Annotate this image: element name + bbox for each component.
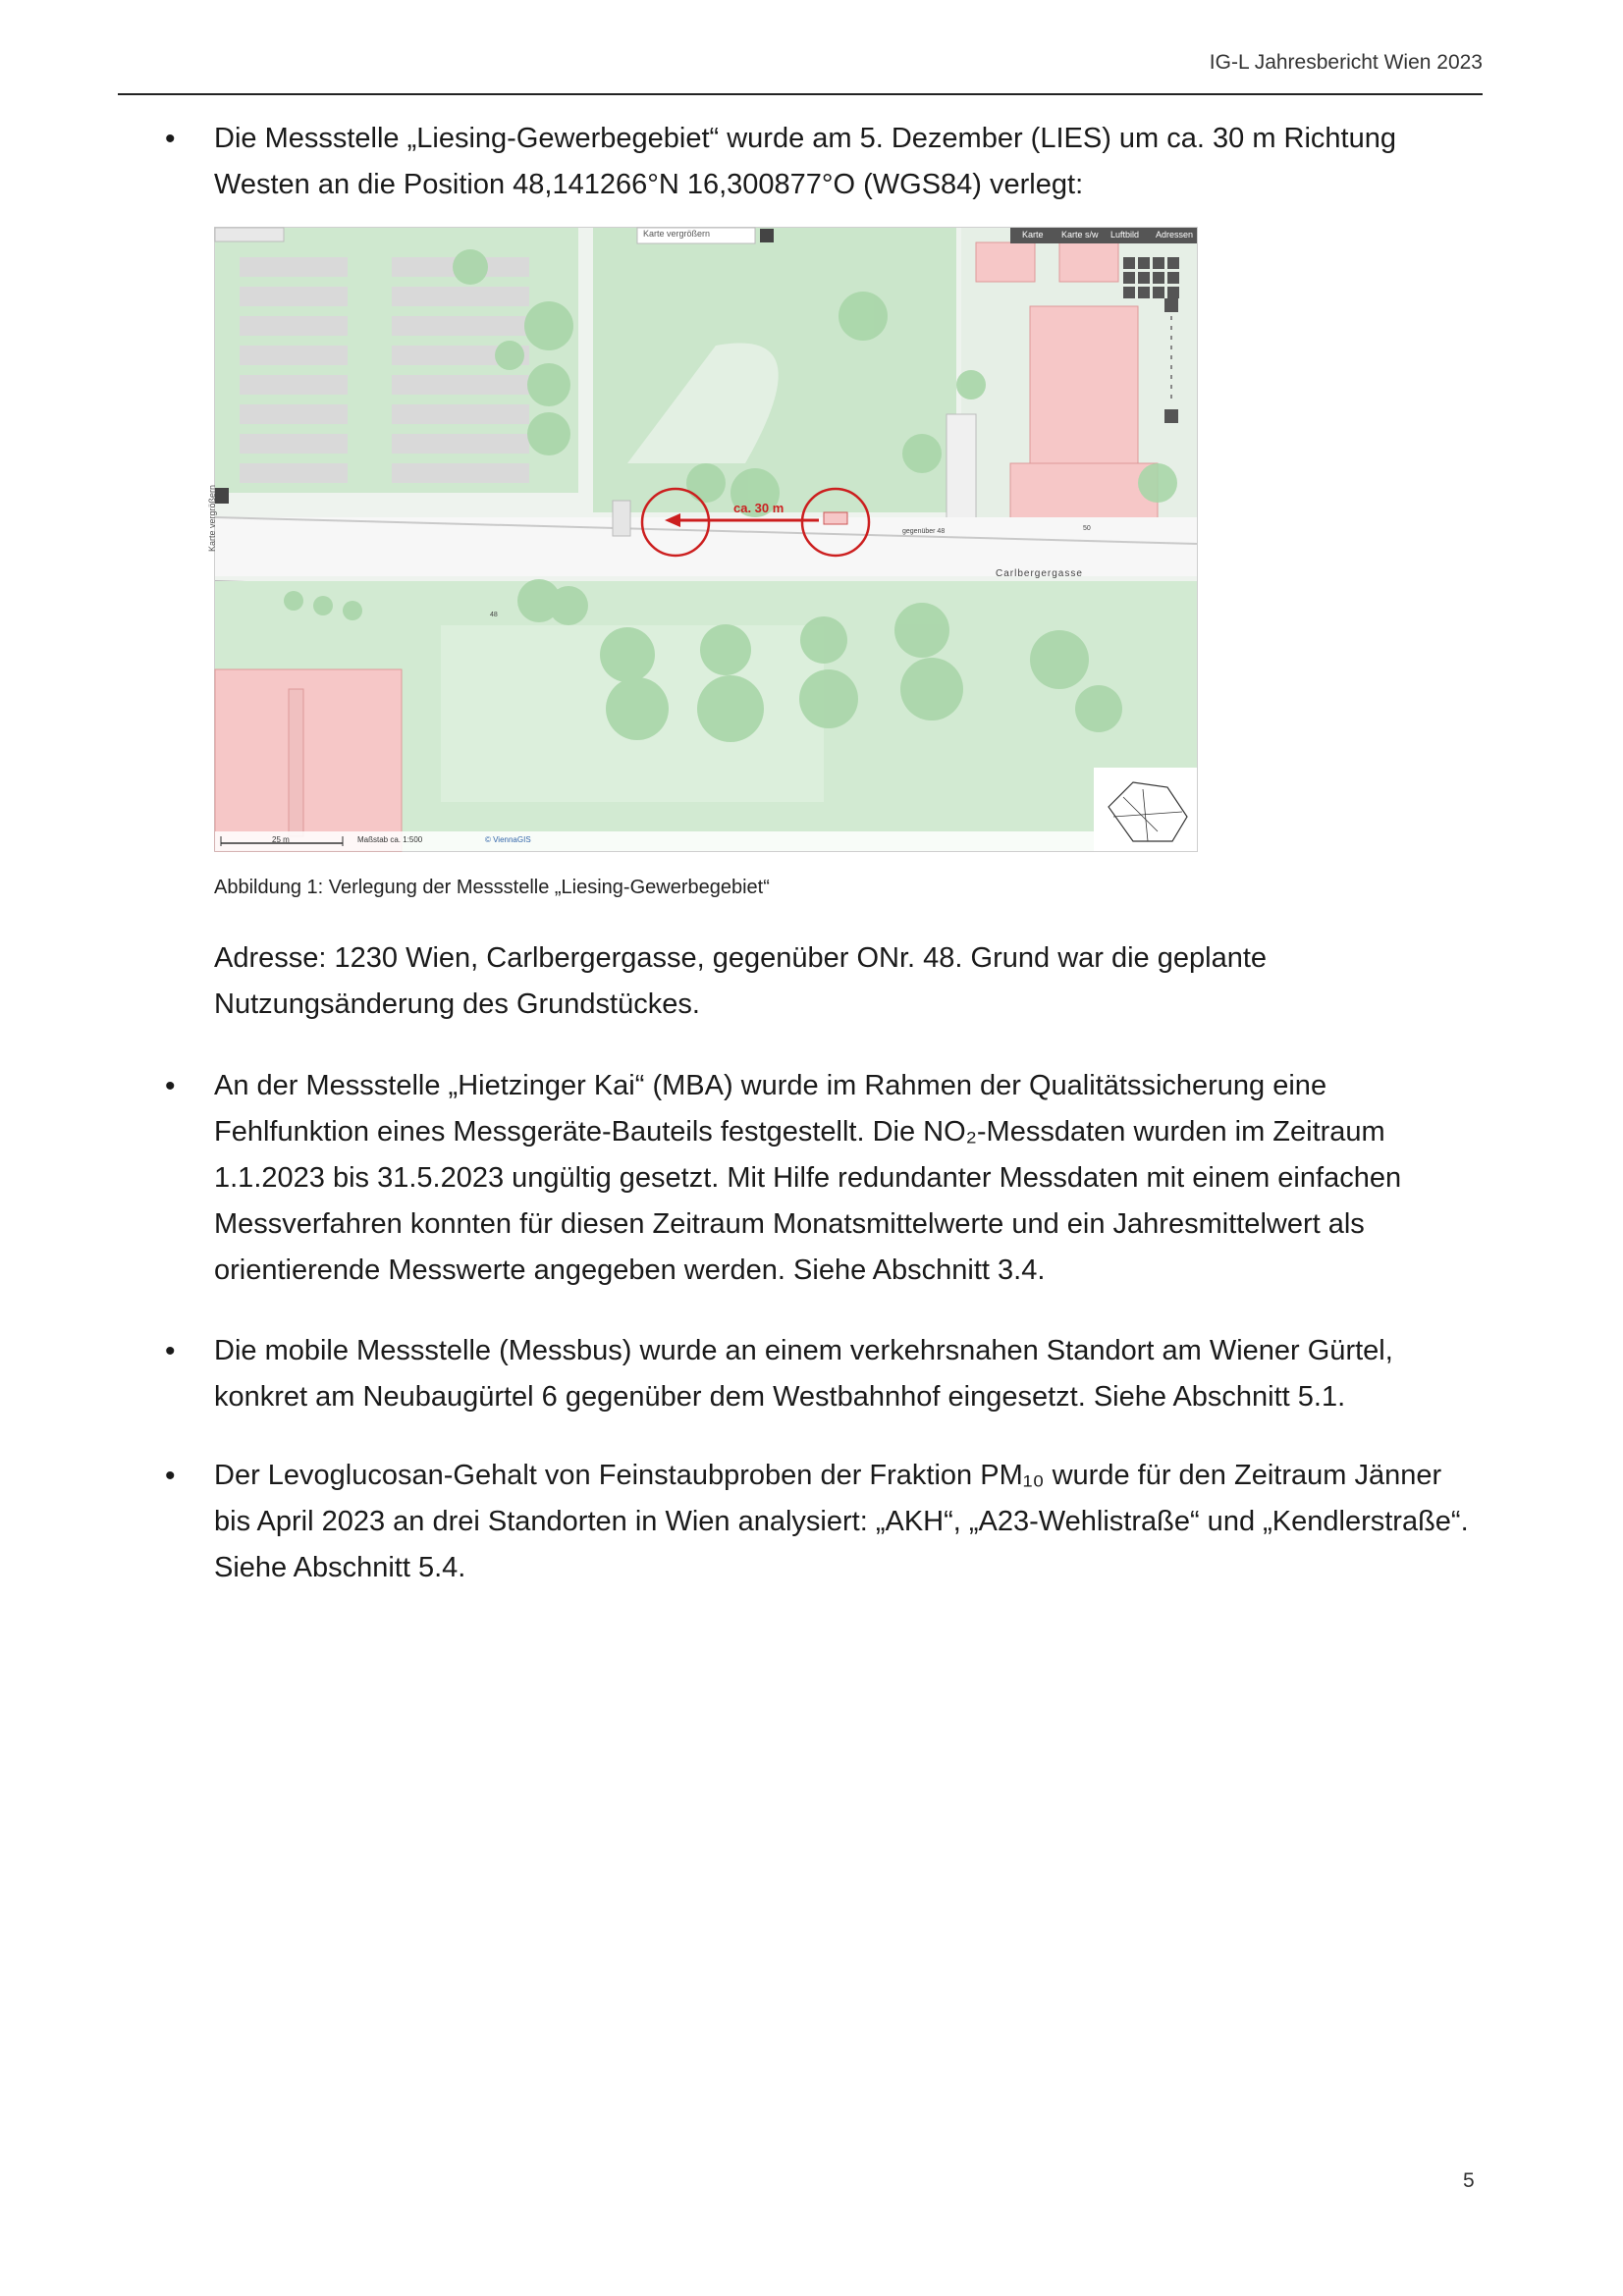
map-scale-label: 25 m (272, 835, 290, 844)
bullet-marker: • (165, 1460, 176, 1492)
bullet-text-2: An der Messstelle „Hietzinger Kai“ (MBA) wurde im Rahmen der Qualitätssicherung eine Fehlfunktion eines Messgeräte-Bauteils festgestellt. Die NO₂-Messdaten wurden im Zeitraum 1.1.2023 bis 31.5.2023 ungültig gesetzt. Mit Hilfe redundanter Messdaten mit einem einfachen Messverfahren konnten für diesen Zeitraum Monatsmittelwerte und ein Jahresmittelwert als orientierende Messwerte angegeben werden. Siehe Abschnitt 3.4. (214, 1070, 1402, 1286)
bullet-text-3: Die mobile Messstelle (Messbus) wurde an einem verkehrsnahen Standort am Wiener Gürtel, konkret am Neubaugürtel 6 gegenüber dem Westbahnhof eingesetzt. Siehe Abschnitt 5.1. (214, 1335, 1393, 1413)
header-rule (118, 93, 1483, 95)
bullet-marker: • (165, 1335, 176, 1367)
map-tab-luftbild[interactable]: Luftbild (1110, 230, 1140, 240)
figure-caption: Abbildung 1: Verlegung der Messstelle „Liesing-Gewerbegebiet“ (214, 877, 770, 898)
map-distance-label: ca. 30 m (733, 501, 784, 515)
map-tab-karte-sw[interactable]: Karte s/w (1061, 230, 1099, 240)
map-copyright: © ViennaGIS (485, 835, 531, 844)
bullet-marker: • (165, 1070, 176, 1102)
map-enlarge-side-button[interactable]: Karte vergrößern (207, 484, 217, 552)
map-tab-karte[interactable]: Karte (1022, 230, 1044, 240)
map-building-number: 50 (1083, 525, 1091, 532)
location-map[interactable] (207, 227, 1198, 852)
bullet-text-1: Die Messstelle „Liesing-Gewerbegebiet“ wurde am 5. Dezember (LIES) um ca. 30 m Richtung Westen an die Position 48,141266°N 16,300877°O (WGS84) verlegt: (214, 123, 1396, 200)
bullet-marker: • (165, 123, 176, 155)
map-scale-text: Maßstab ca. 1:500 (357, 835, 423, 844)
bullet-text-4: Der Levoglucosan-Gehalt von Feinstaubproben der Fraktion PM₁₀ wurde für den Zeitraum Jänner bis April 2023 an drei Standorten in Wien analysiert: „AKH“, „A23-Wehlistraße“ und „Kendlerstraße“. Siehe Abschnitt 5.4. (214, 1460, 1469, 1583)
page-number: 5 (1463, 2169, 1475, 2192)
address-paragraph: Adresse: 1230 Wien, Carlbergergasse, gegenüber ONr. 48. Grund war die geplante Nutzungsänderung des Grundstückes. (214, 942, 1268, 1020)
map-opposite-label: gegenüber 48 (902, 528, 946, 535)
map-street-label: Carlbergergasse (996, 568, 1083, 579)
map-tab-adressen[interactable]: Adressen (1156, 230, 1194, 240)
map-svg (215, 228, 1197, 851)
map-enlarge-top-button[interactable]: Karte vergrößern (643, 229, 711, 239)
map-number-label: 48 (490, 612, 498, 618)
page-header: IG-L Jahresbericht Wien 2023 (1209, 51, 1483, 74)
